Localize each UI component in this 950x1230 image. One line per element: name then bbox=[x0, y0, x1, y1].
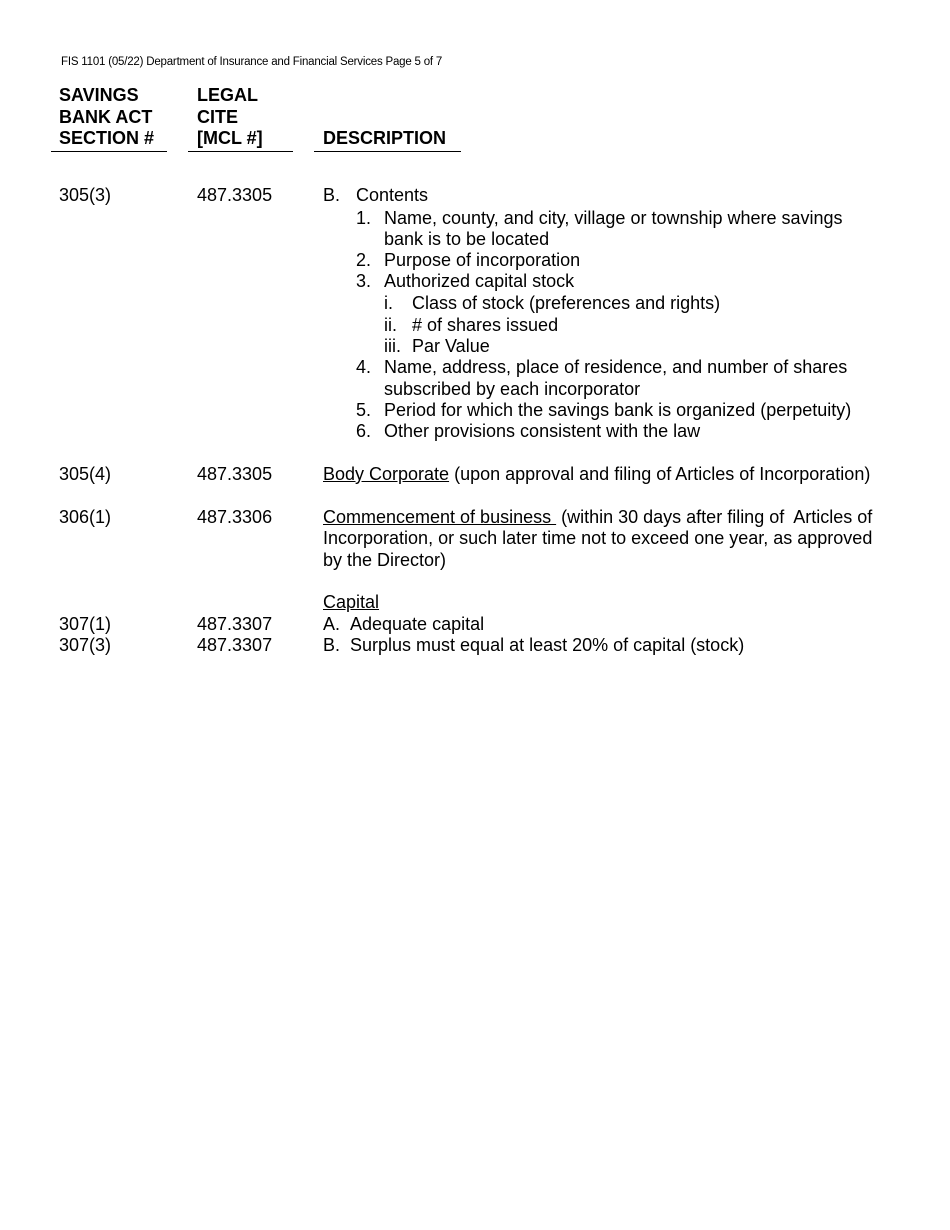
row-legal-cell: 487.3307 bbox=[197, 635, 273, 655]
row-section-cell: 305(4) bbox=[59, 464, 112, 484]
row-description-text: Incorporation, or such later time not to exceed one year, as approved bbox=[323, 528, 873, 548]
row-title: Commencement of business bbox=[323, 507, 557, 527]
list-item-text: Period for which the savings bank is organized (perpetuity) bbox=[384, 400, 852, 420]
column-header-section-line: SAVINGS bbox=[59, 85, 139, 105]
column-header-section bbox=[51, 85, 167, 152]
page-header: FIS 1101 (05/22) Department of Insurance and Financial Services Page 5 of 7 bbox=[61, 56, 443, 68]
list-marker: A. bbox=[323, 614, 341, 634]
list-number: 2. bbox=[356, 250, 372, 270]
row-description-text: by the Director) bbox=[323, 550, 447, 570]
list-number: 3. bbox=[356, 271, 372, 291]
list-marker: B. bbox=[323, 185, 341, 205]
list-item-text: Surplus must equal at least 20% of capital (stock) bbox=[350, 635, 745, 655]
sublist-item-text: Class of stock (preferences and rights) bbox=[412, 293, 721, 313]
row-legal-cell: 487.3306 bbox=[197, 507, 273, 527]
row-section-cell: 306(1) bbox=[59, 507, 112, 527]
list-number: 4. bbox=[356, 357, 372, 377]
list-item-text: subscribed by each incorporator bbox=[384, 379, 641, 399]
list-item-text: Adequate capital bbox=[350, 614, 485, 634]
list-number: 1. bbox=[356, 208, 372, 228]
column-header-legal-line: [MCL #] bbox=[197, 128, 263, 148]
sublist-number: i. bbox=[384, 293, 393, 313]
row-legal-cell: 487.3305 bbox=[197, 185, 273, 205]
row-legal-cell: 487.3307 bbox=[197, 614, 273, 634]
column-header-legal-line: CITE bbox=[197, 106, 239, 127]
column-header-underline bbox=[188, 151, 293, 152]
list-item-text: Other provisions consistent with the law bbox=[384, 421, 701, 441]
column-header-section-line: SECTION # bbox=[59, 128, 155, 148]
row-description-text: (within 30 days after filing of Articles of bbox=[556, 507, 873, 527]
row-description-text: (upon approval and filing of Articles of Incorporation) bbox=[449, 464, 871, 484]
row-legal-cell: 487.3305 bbox=[197, 464, 273, 484]
row-section-cell: 307(1) bbox=[59, 614, 112, 634]
list-item-text: Name, address, place of residence, and number of shares bbox=[384, 357, 848, 377]
row-section-cell: 305(3) bbox=[59, 185, 112, 205]
column-header-section-line: BANK ACT bbox=[59, 106, 153, 127]
column-header-underline bbox=[51, 151, 167, 152]
section-title-capital: Capital bbox=[323, 592, 380, 612]
list-number: 6. bbox=[356, 421, 372, 441]
list-item-text: Purpose of incorporation bbox=[384, 250, 581, 270]
column-header-legal-line: LEGAL bbox=[197, 85, 258, 105]
list-item-text: Name, county, and city, village or township where savings bbox=[384, 208, 843, 228]
column-header-legal bbox=[188, 85, 293, 152]
row-title: Contents bbox=[356, 185, 429, 205]
row-section-cell: 307(3) bbox=[59, 635, 112, 655]
column-header-underline bbox=[314, 151, 461, 152]
row-description bbox=[323, 464, 870, 486]
list-item-text: bank is to be located bbox=[384, 229, 550, 249]
row-description bbox=[323, 507, 872, 529]
sublist-item-text: Par Value bbox=[412, 336, 490, 356]
column-header-description bbox=[314, 128, 461, 152]
row-title: Body Corporate bbox=[323, 464, 450, 484]
list-number: 5. bbox=[356, 400, 372, 420]
sublist-number: ii. bbox=[384, 315, 397, 335]
list-marker: B. bbox=[323, 635, 341, 655]
sublist-item-text: # of shares issued bbox=[412, 315, 559, 335]
column-header-description-label: DESCRIPTION bbox=[323, 128, 447, 148]
sublist-number: iii. bbox=[384, 336, 401, 356]
list-item-text: Authorized capital stock bbox=[384, 271, 575, 291]
